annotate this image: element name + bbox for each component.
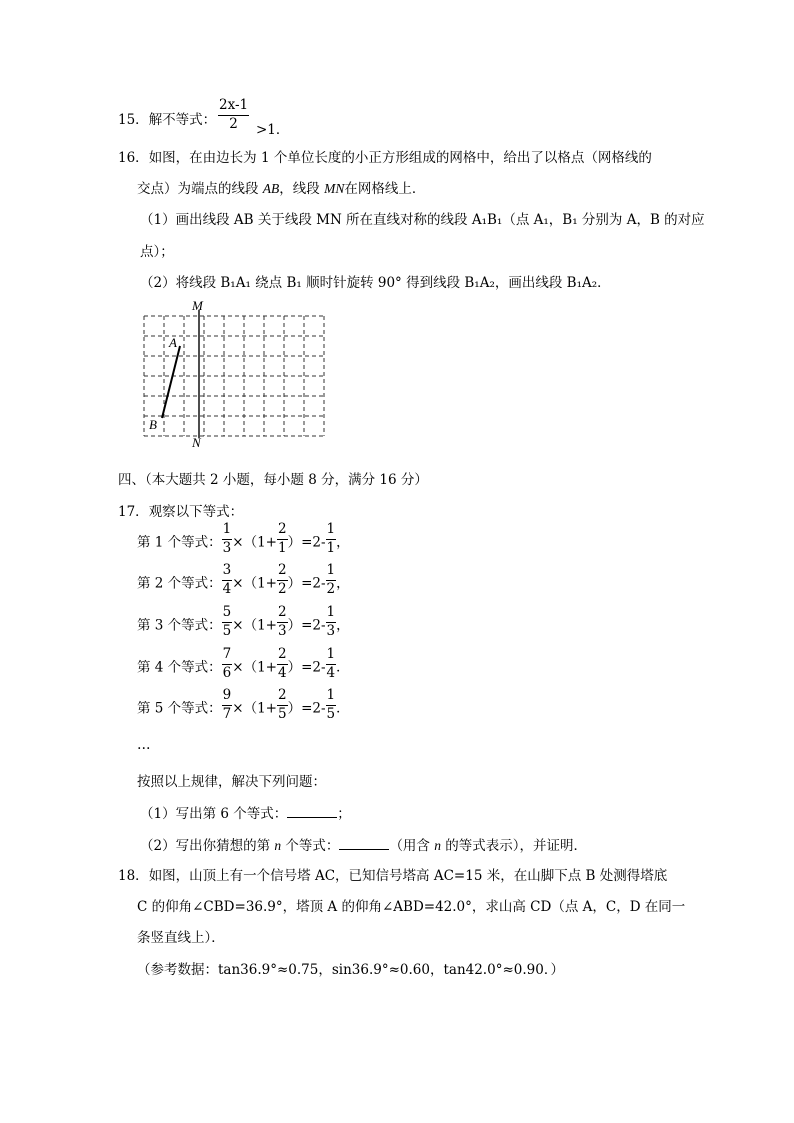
eq-label: 第 2 个等式：: [137, 575, 222, 592]
frac-den: 3: [222, 539, 232, 556]
frac-num: 2: [277, 689, 288, 706]
eq-label: 第 5 个等式：: [137, 700, 222, 717]
q18-text-1: 如图，山顶上有一个信号塔 AC，已知信号塔高 AC=15 米，在山脚下点 B 处测得塔底: [148, 868, 668, 884]
q18-line2: C 的仰角∠CBD=36.9°，塔顶 A 的仰角∠ABD=42.0°，求山高 CD（点 A，C，D 在同一: [137, 899, 686, 915]
eq-label: 第 4 个等式：: [137, 659, 222, 676]
frac-den: 5: [222, 622, 232, 639]
q18-reference: （参考数据：tan36.9°≈0.75，sin36.9°≈0.60，tan42.0°≈0.90．）: [137, 962, 565, 978]
eq-frac-c: [326, 564, 337, 596]
frac-num: 2: [277, 564, 288, 581]
q17-sub1: [140, 802, 351, 822]
q16-grid-figure: [138, 298, 328, 450]
q16-part1: （1）画出线段 AB 关于线段 MN 所在直线对称的线段 A₁B₁（点 A₁，B₁ 分别为 A，B 的对应: [140, 212, 705, 228]
frac-num: 1: [326, 606, 337, 623]
frac-num: 5: [222, 606, 233, 623]
eq-times: ×（1+: [232, 659, 277, 676]
frac-den: 6: [222, 664, 232, 681]
frac-num: 7: [222, 648, 233, 665]
eq-frac-b: [277, 648, 288, 680]
frac-den: 4: [326, 664, 336, 681]
frac-den: 4: [222, 580, 232, 597]
eq-end: ．: [336, 700, 350, 717]
frac-num: 1: [326, 523, 337, 540]
eq-frac-b: [277, 606, 288, 638]
eq-frac-c: [326, 648, 337, 680]
eq-equals: ）=2-: [287, 534, 326, 551]
eq-end: ，: [336, 617, 350, 634]
q15-number: 15．: [118, 112, 149, 128]
eq-equals: ）=2-: [287, 659, 326, 676]
eq-frac-c: [326, 606, 337, 638]
eq-frac-a: [222, 564, 233, 596]
label-a: A: [169, 335, 177, 350]
eq-frac-b: [277, 689, 288, 721]
frac-num: 2: [277, 606, 288, 623]
eq-equals: ）=2-: [287, 575, 326, 592]
q16-line2: [137, 177, 425, 197]
eq-end: ，: [336, 534, 350, 551]
eq-end: ．: [336, 659, 350, 676]
eq-frac-a: [222, 689, 233, 721]
eq-times: ×（1+: [232, 700, 277, 717]
q17-number: 17．: [118, 504, 149, 520]
q15: [118, 108, 216, 128]
q17-sub2-d: 的等式表示），并证明．: [440, 838, 588, 854]
q17-intro: 观察以下等式：: [148, 504, 244, 520]
eq-frac-c: [326, 523, 337, 555]
frac-den: 3: [326, 622, 336, 639]
q15-suffix: >1．: [256, 122, 290, 138]
q17-sub1-text: （1）写出第 6 个等式：: [140, 806, 288, 822]
q18-number: 18．: [118, 868, 149, 884]
q17-sub1-end: ；: [337, 806, 351, 822]
eq-frac-b: [277, 523, 288, 555]
frac-den: 4: [277, 664, 287, 681]
q17-sub2-blank: [339, 837, 389, 850]
eq-frac-a: [222, 523, 233, 555]
label-n: N: [192, 435, 201, 450]
q16-number: 16．: [118, 150, 149, 166]
eq-end: ，: [336, 575, 350, 592]
frac-den: 2: [326, 580, 336, 597]
label-b: B: [149, 417, 157, 432]
q16-part2: （2）将线段 B₁A₁ 绕点 B₁ 顺时针旋转 90° 得到线段 B₁A₂，画出线段 B₁A₂．: [140, 275, 611, 291]
q18-line1: [118, 864, 667, 884]
q17-equation-4: [137, 646, 350, 684]
eq-label: 第 1 个等式：: [137, 534, 222, 551]
frac-num: 2: [277, 648, 288, 665]
eq-frac-a: [222, 606, 233, 638]
eq-times: ×（1+: [232, 534, 277, 551]
q18-line3: 条竖直线上）．: [137, 930, 225, 946]
frac-num: 1: [222, 523, 233, 540]
frac-den: 1: [326, 539, 336, 556]
frac-den: 2: [277, 580, 287, 597]
q17-sub2: [140, 834, 587, 854]
q15-frac-num: 2x-1: [218, 99, 249, 116]
frac-den: 5: [326, 705, 336, 722]
q17-ellipsis: …: [137, 737, 151, 753]
frac-num: 2: [277, 523, 288, 540]
frac-num: 1: [326, 648, 337, 665]
q16-seg-mn: MN: [324, 181, 345, 196]
frac-den: 3: [277, 622, 287, 639]
frac-num: 9: [222, 689, 233, 706]
q17-equation-3: [137, 604, 350, 642]
eq-frac-a: [222, 648, 233, 680]
eq-label: 第 3 个等式：: [137, 617, 222, 634]
eq-times: ×（1+: [232, 575, 277, 592]
q15-fraction: [218, 99, 249, 131]
q16-text-2b: ，线段: [279, 181, 325, 197]
q17-sub2-n: n: [274, 838, 282, 853]
q17-equation-5: [137, 687, 350, 725]
frac-den: 1: [277, 539, 287, 556]
eq-frac-c: [326, 689, 337, 721]
segment-ab: [162, 346, 180, 418]
section-4-heading: 四、（本大题共 2 小题，每小题 8 分，满分 16 分）: [118, 472, 428, 488]
q17-equation-1: [137, 521, 350, 559]
eq-times: ×（1+: [232, 617, 277, 634]
frac-num: 3: [222, 564, 233, 581]
q16-seg-ab: AB: [262, 181, 280, 196]
eq-equals: ）=2-: [287, 700, 326, 717]
q16-line1: [118, 146, 652, 166]
q16-text-1: 如图，在由边长为 1 个单位长度的小正方形组成的网格中，给出了以格点（网格线的: [148, 150, 652, 166]
q17-sub2-c: （用含: [389, 838, 435, 854]
q17-sub2-b: 个等式：: [281, 838, 340, 854]
q17-sub2-a: （2）写出你猜想的第: [140, 838, 275, 854]
q15-prefix: 解不等式：: [148, 112, 217, 128]
grid-lines: [144, 316, 324, 436]
eq-frac-b: [277, 564, 288, 596]
frac-num: 1: [326, 689, 337, 706]
q17-sub1-blank: [287, 805, 337, 818]
q16-part1-cont: 点）；: [140, 244, 174, 260]
label-m: M: [192, 298, 203, 313]
q16-text-2c: 在网格线上．: [344, 181, 426, 197]
frac-num: 1: [326, 564, 337, 581]
q17-sub2-n2: n: [434, 838, 441, 853]
q15-frac-den: 2: [229, 115, 238, 132]
q17-rule: 按照以上规律，解决下列问题：: [137, 774, 326, 790]
q17-intro-line: [118, 500, 243, 520]
q17-equation-2: [137, 562, 350, 600]
frac-den: 7: [222, 705, 232, 722]
q16-text-2a: 交点）为端点的线段: [137, 181, 263, 197]
eq-equals: ）=2-: [287, 617, 326, 634]
frac-den: 5: [277, 705, 287, 722]
